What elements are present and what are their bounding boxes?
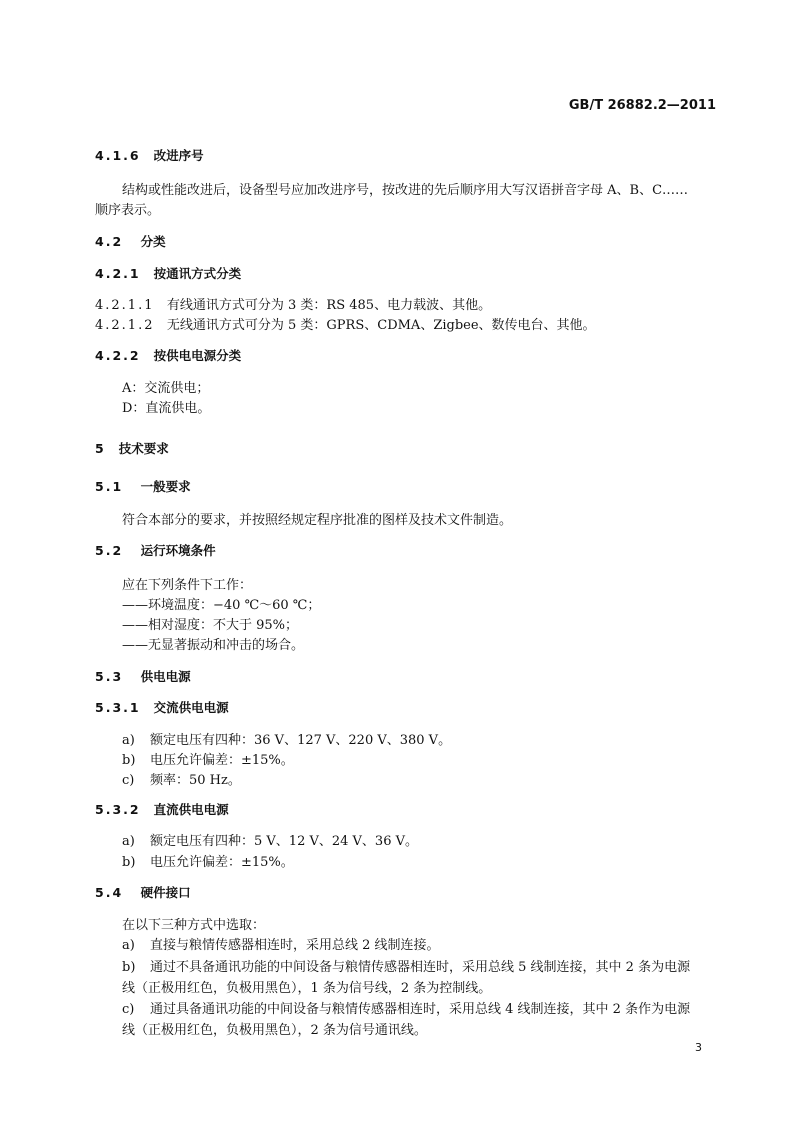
standard-number: GB/T 26882.2—2011	[568, 98, 716, 113]
clause-number: 4.2.1.1	[95, 298, 155, 313]
page-number: 3	[695, 1041, 702, 1054]
heading-4-2-2	[95, 346, 241, 364]
list-label: a)	[122, 834, 135, 849]
paragraph-4-1-6-line2: 顺序表示。	[95, 203, 161, 218]
list-item-ac-deviation	[122, 749, 294, 768]
list-item-vibration: ——无显著振动和冲击的场合。	[122, 638, 305, 653]
heading-number: 5.1	[95, 479, 124, 494]
list-label: b)	[122, 855, 136, 870]
list-text: 电压允许偏差：±15%。	[150, 855, 294, 870]
heading-5	[95, 439, 169, 457]
heading-number: 5	[95, 441, 106, 456]
list-label: a)	[122, 938, 135, 953]
clause-4-2-1-2	[95, 314, 596, 333]
heading-number: 4.1.6	[95, 148, 141, 163]
list-item-dc-deviation	[122, 851, 294, 870]
list-text: 电压允许偏差：±15%。	[150, 753, 294, 768]
heading-number: 5.4	[95, 885, 124, 900]
clause-number: 4.2.1.2	[95, 318, 155, 333]
list-label: c)	[122, 1002, 135, 1017]
heading-5-3-2	[95, 800, 229, 818]
heading-5-2	[95, 541, 216, 559]
list-item-ac: A：交流供电；	[122, 381, 210, 396]
list-item-direct-connection	[122, 934, 440, 953]
paragraph-5-2-intro: 应在下列条件下工作：	[122, 578, 253, 593]
list-item-ac-frequency	[122, 769, 241, 788]
heading-5-1	[95, 477, 191, 495]
heading-title: 供电电源	[140, 669, 191, 684]
heading-title: 直流供电电源	[153, 802, 229, 817]
heading-5-3-1	[95, 698, 229, 716]
list-text: 频率：50 Hz。	[150, 773, 241, 788]
heading-title: 分类	[140, 234, 166, 249]
heading-number: 5.3.1	[95, 700, 141, 715]
heading-number: 4.2.2	[95, 348, 141, 363]
list-text: 额定电压有四种：36 V、127 V、220 V、380 V。	[150, 733, 452, 748]
list-text: 直接与粮情传感器相连时，采用总线 2 线制连接。	[150, 938, 440, 953]
heading-number: 5.3.2	[95, 802, 141, 817]
list-item-comm-intermediate	[122, 998, 690, 1017]
heading-number: 5.2	[95, 543, 124, 558]
heading-title: 按供电电源分类	[153, 348, 242, 363]
list-label: c)	[122, 773, 135, 788]
heading-number: 4.2	[95, 234, 124, 249]
clause-text: 有线通讯方式可分为 3 类：RS 485、电力载波、其他。	[166, 298, 492, 313]
list-text: 额定电压有四种：5 V、12 V、24 V、36 V。	[150, 834, 418, 849]
heading-4-2-1	[95, 264, 241, 282]
heading-4-1-6	[95, 146, 204, 164]
heading-title: 技术要求	[118, 441, 169, 456]
heading-title: 改进序号	[153, 148, 204, 163]
list-item-ac-voltage	[122, 729, 451, 748]
heading-5-3	[95, 667, 191, 685]
list-item-dc: D：直流供电。	[122, 401, 211, 416]
paragraph-5-4-intro: 在以下三种方式中选取：	[122, 918, 266, 933]
heading-title: 运行环境条件	[140, 543, 216, 558]
heading-5-4	[95, 883, 191, 901]
list-item-non-comm-intermediate	[122, 956, 690, 975]
list-text: 通过具备通讯功能的中间设备与粮情传感器相连时，采用总线 4 线制连接，其中 2 条作为电源	[150, 1002, 691, 1017]
list-item-humidity: ——相对湿度：不大于 95%；	[122, 618, 299, 633]
paragraph-4-1-6-line1: 结构或性能改进后，设备型号应加改进序号，按改进的先后顺序用大写汉语拼音字母 A、B、C……	[122, 183, 689, 198]
list-item-non-comm-intermediate-cont: 线（正极用红色，负极用黑色），1 条为信号线，2 条为控制线。	[122, 981, 492, 996]
list-text: 通过不具备通讯功能的中间设备与粮情传感器相连时，采用总线 5 线制连接，其中 2 条为电源	[150, 960, 691, 975]
heading-title: 一般要求	[140, 479, 191, 494]
list-item-comm-intermediate-cont: 线（正极用红色，负极用黑色），2 条为信号通讯线。	[122, 1023, 427, 1038]
heading-number: 5.3	[95, 669, 124, 684]
heading-4-2	[95, 232, 166, 250]
clause-4-2-1-1	[95, 294, 491, 313]
list-label: b)	[122, 960, 136, 975]
list-item-temperature: ——环境温度：−40 ℃～60 ℃；	[122, 598, 321, 613]
heading-number: 4.2.1	[95, 266, 141, 281]
list-label: b)	[122, 753, 136, 768]
list-item-dc-voltage	[122, 830, 418, 849]
heading-title: 按通讯方式分类	[153, 266, 242, 281]
paragraph-5-1: 符合本部分的要求，并按照经规定程序批准的图样及技术文件制造。	[122, 513, 513, 528]
heading-title: 交流供电电源	[153, 700, 229, 715]
heading-title: 硬件接口	[140, 885, 191, 900]
clause-text: 无线通讯方式可分为 5 类：GPRS、CDMA、Zigbee、数传电台、其他。	[166, 318, 596, 333]
list-label: a)	[122, 733, 135, 748]
